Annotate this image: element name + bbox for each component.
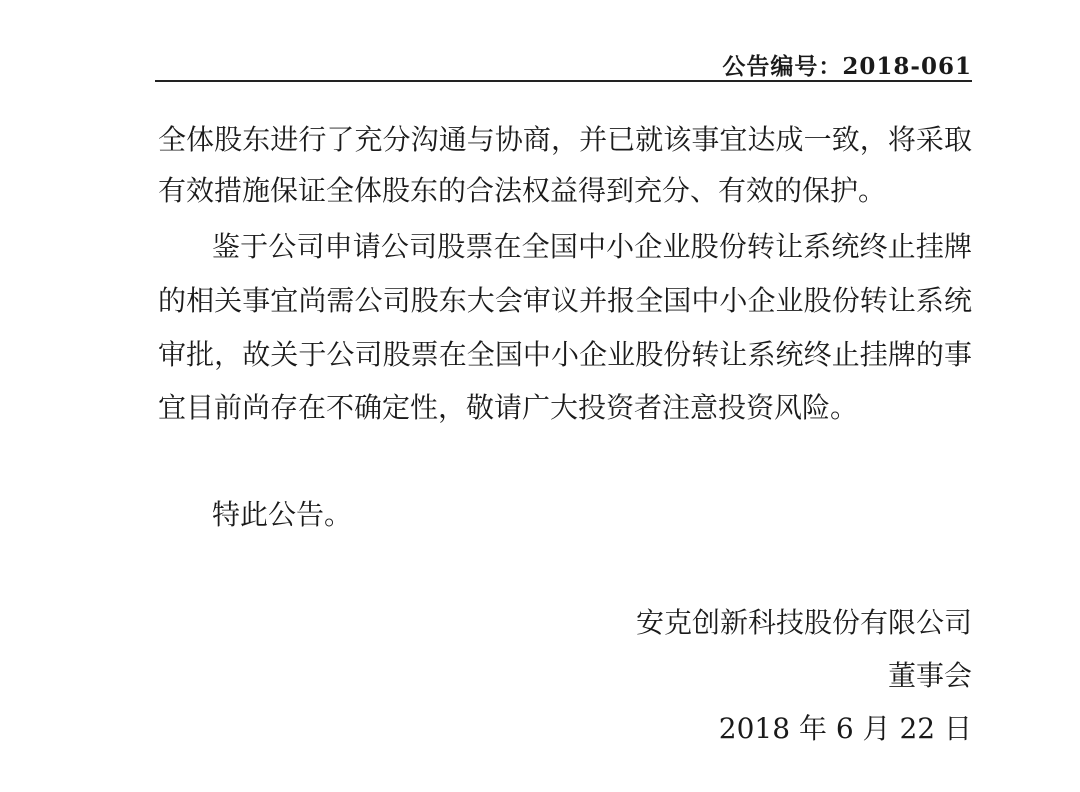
- paragraph-2-line-2: 的相关事宜尚需公司股东大会审议并报全国中小企业股份转让系统: [158, 284, 972, 317]
- announcement-number: 公告编号：2018-061: [722, 53, 972, 80]
- paragraph-2-line-4: 宜目前尚存在不确定性，敬请广大投资者注意投资风险。: [158, 391, 859, 424]
- paragraph-2-line-1: 鉴于公司申请公司股票在全国中小企业股份转让系统终止挂牌: [212, 230, 972, 263]
- paragraph-2-line-3: 审批，故关于公司股票在全国中小企业股份转让系统终止挂牌的事: [158, 338, 972, 371]
- page-header: [155, 44, 972, 80]
- paragraph-1-line-1: 全体股东进行了充分沟通与协商，并已就该事宜达成一致，将采取: [158, 123, 972, 156]
- paragraph-1-line-2: 有效措施保证全体股东的合法权益得到充分、有效的保护。: [158, 174, 887, 207]
- signature-company: 安克创新科技股份有限公司: [635, 606, 972, 639]
- closing-statement: 特此公告。: [212, 498, 353, 531]
- signature-board: 董事会: [887, 659, 972, 692]
- header-divider: [155, 80, 972, 82]
- signature-date: 2018 年 6 月 22 日: [718, 712, 972, 745]
